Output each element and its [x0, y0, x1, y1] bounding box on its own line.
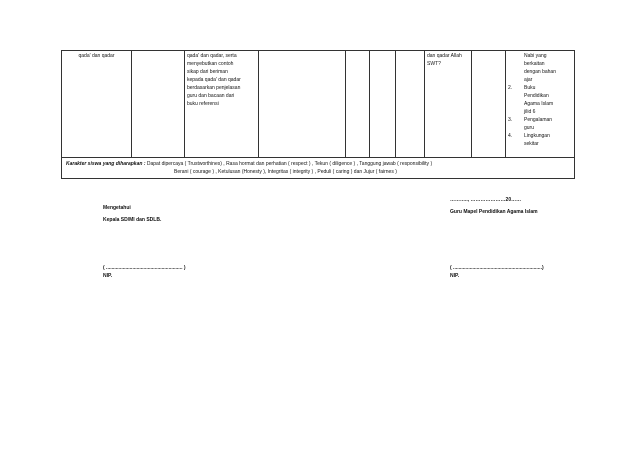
karakter-row	[62, 158, 575, 179]
mengetahui-label: Mengetahui	[103, 205, 131, 211]
empty-cell	[259, 51, 346, 158]
list-item	[508, 116, 572, 132]
signature-right	[450, 196, 544, 280]
materi-text: qada' dan qadar	[78, 53, 115, 59]
list-text: ajar	[524, 77, 533, 83]
materi-cell	[62, 51, 132, 158]
kegiatan-line: guru dan bacaan dari	[187, 93, 235, 99]
penilaian-cell	[425, 51, 472, 158]
karakter-label: Karakter siswa yang diharapkan :	[66, 161, 146, 167]
empty-cell	[132, 51, 185, 158]
empty-cell	[472, 51, 506, 158]
sumber-cell	[506, 51, 575, 158]
karakter-cell	[62, 158, 575, 179]
list-text: Agama Islam	[524, 101, 554, 107]
nip-label: NIP.	[103, 273, 113, 279]
list-text: Pendidikan	[524, 93, 549, 99]
penilaian-line: dan qadar Allah	[427, 53, 462, 59]
place-date: ……….., …………………20……	[450, 197, 522, 203]
penilaian-line: SWT?	[427, 61, 441, 67]
empty-cell	[370, 51, 396, 158]
kegiatan-line: berdasarkan penjelasan	[187, 85, 241, 91]
list-number: 4.	[508, 133, 513, 139]
list-item	[508, 84, 572, 116]
list-text: berkaitan	[524, 61, 545, 67]
kegiatan-line: sikap dari beriman	[187, 69, 228, 75]
empty-cell	[396, 51, 425, 158]
karakter-line2: Berani ( courage ) , Ketulusan (Honesty ), Integritas ( integrity ) , Peduli ( caring ) dan Jujur ( fairnes )	[174, 169, 397, 175]
empty-cell	[346, 51, 370, 158]
sumber-list	[508, 52, 572, 148]
karakter-line1: Dapat dipercaya ( Trustworthines) , Rasa hormat dan perhatian ( respect ) , Tekun ( diligence ) , Tanggung jawab ( responsibility )	[146, 161, 433, 167]
kepala-sekolah-title: Kepala SD/MI dan SDLB.	[103, 217, 162, 223]
list-text: jilid 6	[524, 109, 536, 115]
list-item	[508, 132, 572, 148]
name-blank: ( ................................................................)	[450, 265, 544, 271]
kegiatan-line: qada' dan qadar, serta	[187, 53, 237, 59]
kegiatan-line: menyebutkan contoh	[187, 61, 234, 67]
list-text: guru	[524, 125, 535, 131]
kegiatan-line: buku referensi	[187, 101, 219, 107]
list-text: Nabi yang	[524, 53, 547, 59]
list-text: Pengalaman	[524, 117, 553, 123]
list-item	[508, 52, 572, 84]
list-text: sekitar	[524, 141, 539, 147]
list-text: Lingkungan	[524, 133, 550, 139]
table-row	[62, 51, 575, 158]
list-text: dengan bahan	[524, 69, 556, 75]
list-text: Buku	[524, 85, 536, 91]
name-blank: ( ....................................................... )	[103, 265, 186, 271]
guru-title: Guru Mapel Pendidikan Agama Islam	[450, 209, 538, 215]
nip-label: NIP.	[450, 273, 460, 279]
list-number: 2.	[508, 85, 513, 91]
signature-left	[103, 204, 186, 280]
kegiatan-cell	[185, 51, 259, 158]
list-number: 3.	[508, 117, 513, 123]
kegiatan-line: kepada qada' dan qadar	[187, 77, 241, 83]
lesson-table	[61, 50, 575, 179]
